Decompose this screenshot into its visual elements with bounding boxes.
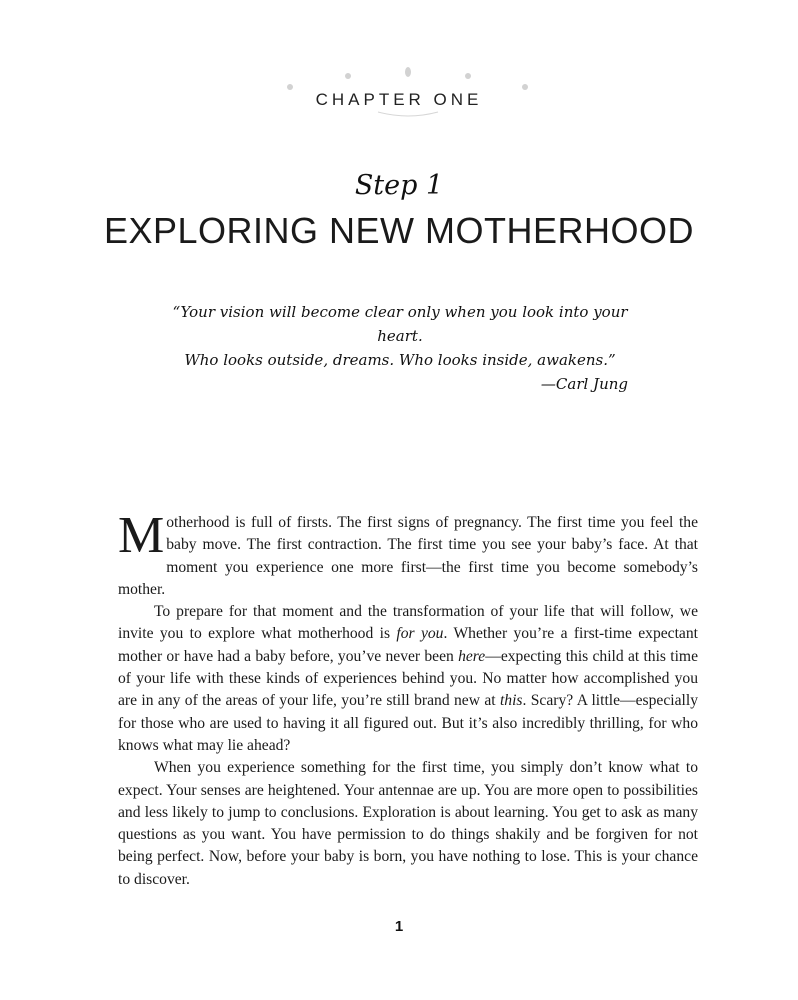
epigraph [150,300,650,396]
body-text [118,507,698,891]
paragraph-text: . Whether you’re a first-time expectant mother or have had a baby before, you’ve never been [118,625,698,665]
paragraph-text: . Scary? A little—especially for those who are used to having it all figured out. But it’s also incredibly thrilling, for who knows what may lie ahead? [118,692,698,754]
chapter-title: EXPLORING NEW MOTHERHOOD [103,210,695,251]
page-number: 1 [394,918,404,935]
step-label: Step 1 [354,170,444,201]
paragraph [118,601,698,757]
emphasis-text: this [499,692,523,710]
paragraph-text: otherhood is full of firsts. The first signs of pregnancy. The first time you feel the baby move. The first contraction. The first time you see your baby’s face. At that moment you experience one more first—the first time you become somebody’s mother. [118,514,698,598]
epigraph-attribution: —Carl Jung [540,375,628,393]
paragraph-text: To prepare for that moment and the transformation of your life that will follow, we invite you to explore what motherhood is [118,603,698,643]
paragraph [118,507,698,601]
epigraph-quote-line: “Your vision will become clear only when you look into your heart. [172,303,628,345]
paragraph-text: When you experience something for the first time, you simply don’t know what to expect. Your senses are heightened. Your antennae are up. You are more open to possibilities and less likely to jump to conclusions. Exploration is about learning. You get to ask as many questions as you want. You have permission to do things shakily and be forgiven for not being perfect. Now, before your baby is born, you have nothing to lose. This is your chance to discover. [118,759,698,888]
epigraph-quote-line: Who looks outside, dreams. Who looks inside, awakens.” [184,351,616,369]
emphasis-text: for you [396,625,444,643]
emphasis-text: here [458,647,486,665]
paragraph-text: —expecting this child at this time of your life with these kinds of experiences behind you. No matter how accomplished you are in any of the areas of your life, you’re still brand new at [118,647,698,710]
paragraph [118,757,698,891]
chapter-label: CHAPTER ONE [315,90,483,109]
drop-cap: M [118,507,165,564]
